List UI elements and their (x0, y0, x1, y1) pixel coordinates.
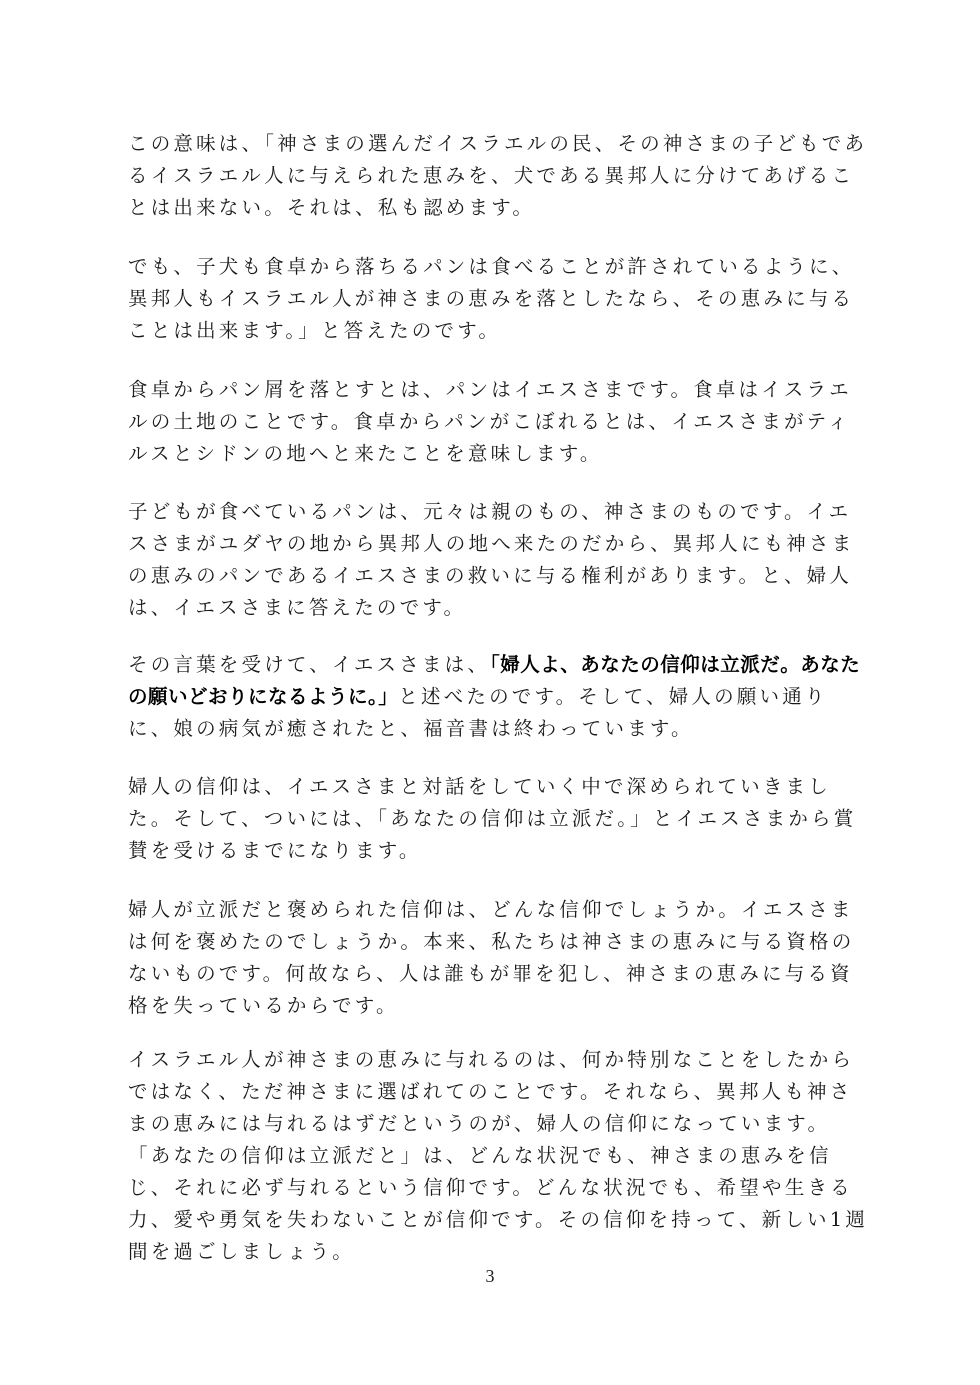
paragraph-line: でも、子犬も食卓から落ちるパンは食べることが許されているように、 (128, 255, 855, 278)
paragraph-line (128, 681, 848, 713)
paragraph-line: に、娘の病気が癒されたと、福音書は終わっています。 (128, 717, 694, 740)
paragraph-line: 力、愛や勇気を失わないことが信仰です。その信仰を持って、新しい1週 (128, 1208, 869, 1231)
paragraph-line: 賛を受けるまでになります。 (128, 839, 422, 862)
paragraph-line: の恵みのパンであるイエスさまの救いに与る権利があります。と、婦人 (128, 564, 853, 587)
paragraph-line: ことは出来ます。」と答えたのです。 (128, 319, 502, 342)
paragraph-2 (128, 251, 855, 347)
paragraph-line: 間を過ごしましょう。 (128, 1240, 356, 1263)
paragraph-4 (128, 496, 855, 624)
paragraph-text: と述べたのです。そして、婦人の願い通り (398, 685, 828, 708)
paragraph-line: スさまがユダヤの地から異邦人の地へ来たのだから、異邦人にも神さま (128, 532, 855, 555)
paragraph-line: は何を褒めたのでしょうか。本来、私たちは神さまの恵みに与る資格の (128, 930, 855, 953)
quote-bold-text: 「婦人よ、あなたの信仰は立派だ。あなた (490, 653, 861, 676)
paragraph-line: 婦人が立派だと褒められた信仰は、どんな信仰でしょうか。イエスさま (128, 898, 854, 921)
paragraph-line: この意味は、「神さまの選んだイスラエルの民、その神さまの子どもであ (128, 132, 868, 155)
paragraph-line: は、イエスさまに答えたのです。 (128, 596, 467, 619)
paragraph-line (128, 649, 861, 681)
paragraph-text: その言葉を受けて、イエスさまは、 (128, 653, 491, 676)
paragraph-line: 食卓からパン屑を落とすとは、パンはイエスさまです。食卓はイスラエ (128, 378, 852, 401)
paragraph-8 (128, 1044, 869, 1268)
paragraph-line: 子どもが食べているパンは、元々は親のもの、神さまのものです。イエ (128, 500, 852, 523)
paragraph-line: 異邦人もイスラエル人が神さまの恵みを落としたなら、その恵みに与る (128, 287, 855, 310)
paragraph-line: じ、それに必ず与れるという信仰です。どんな状況でも、希望や生きる (128, 1176, 853, 1199)
paragraph-line: まの恵みには与れるはずだというのが、婦人の信仰になっています。 (128, 1112, 831, 1135)
paragraph-line: た。そして、ついには、「あなたの信仰は立派だ。」とイエスさまから賞 (128, 807, 857, 830)
paragraph-6 (128, 771, 857, 867)
quote-bold-text: の願いどおりになるように。」 (128, 685, 399, 708)
paragraph-5 (128, 649, 861, 745)
paragraph-1 (128, 128, 868, 224)
paragraph-line: ルスとシドンの地へと来たことを意味します。 (128, 442, 603, 465)
paragraph-line: とは出来ない。それは、私も認めます。 (128, 196, 536, 219)
page-number: 3 (485, 1266, 495, 1286)
paragraph-7 (128, 894, 855, 1022)
paragraph-line: ないものです。何故なら、人は誰もが罪を犯し、神さまの恵みに与る資 (128, 962, 853, 985)
paragraph-line: ルの土地のことです。食卓からパンがこぼれるとは、イエスさまがティ (128, 410, 851, 433)
paragraph-3 (128, 374, 852, 470)
paragraph-line: イスラエル人が神さまの恵みに与れるのは、何か特別なことをしたから (128, 1048, 855, 1071)
paragraph-line: 「あなたの信仰は立派だと」は、どんな状況でも、神さまの恵みを信 (128, 1144, 832, 1167)
paragraph-line: ではなく、ただ神さまに選ばれてのことです。それなら、異邦人も神さ (128, 1080, 853, 1103)
paragraph-line: 婦人の信仰は、イエスさまと対話をしていく中で深められていきまし (128, 775, 831, 798)
paragraph-line: るイスラエル人に与えられた恵みを、犬である異邦人に分けてあげるこ (128, 164, 855, 187)
paragraph-line: 格を失っているからです。 (128, 994, 399, 1017)
